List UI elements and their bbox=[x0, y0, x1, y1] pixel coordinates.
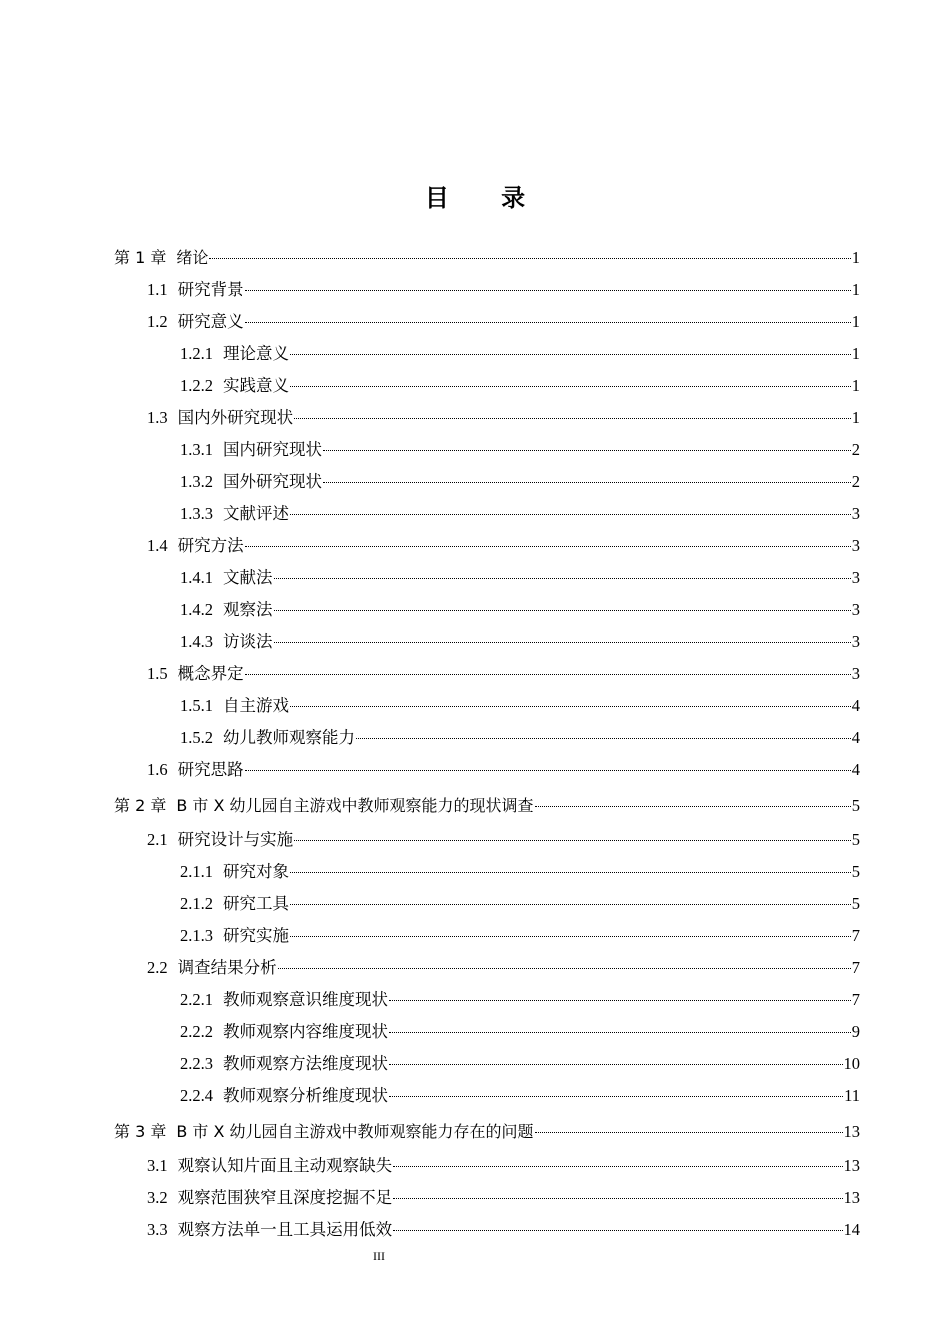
toc-section-entry[interactable] bbox=[114, 690, 860, 722]
toc-entry-title: 研究工具 bbox=[223, 894, 289, 913]
toc-entry-title: 观察方法单一且工具运用低效 bbox=[177, 1220, 393, 1239]
toc-entry-title: 概念界定 bbox=[177, 664, 244, 683]
toc-entry-page: 5 bbox=[851, 894, 860, 913]
toc-dot-leader bbox=[323, 449, 851, 451]
toc-entry-page: 7 bbox=[851, 990, 860, 1009]
toc-dot-leader bbox=[323, 481, 851, 483]
toc-entry-number: 1.4 bbox=[147, 536, 168, 555]
toc-chapter-entry[interactable] bbox=[114, 242, 860, 274]
toc-entry-title: 研究背景 bbox=[177, 280, 244, 299]
toc-dot-leader bbox=[245, 769, 851, 771]
toc-section-entry[interactable] bbox=[114, 530, 860, 562]
toc-dot-leader bbox=[274, 577, 851, 579]
toc-entry-title: 研究对象 bbox=[223, 862, 289, 881]
toc-entry-page: 1 bbox=[851, 312, 860, 331]
toc-entry-title: 国外研究现状 bbox=[223, 472, 322, 491]
toc-dot-leader bbox=[245, 289, 851, 291]
toc-entry-title: 理论意义 bbox=[223, 344, 289, 363]
toc-entry-number: 第 3 章 bbox=[114, 1122, 167, 1141]
toc-entry-title: 研究设计与实施 bbox=[177, 830, 294, 849]
toc-entry-page: 3 bbox=[851, 664, 860, 683]
toc-entry-page: 4 bbox=[851, 728, 860, 747]
toc-entry-page: 4 bbox=[851, 760, 860, 779]
toc-entry-title: 研究意义 bbox=[177, 312, 244, 331]
toc-section-entry[interactable] bbox=[114, 1080, 860, 1112]
toc-entry-number: 1.2 bbox=[147, 312, 168, 331]
toc-section-entry[interactable] bbox=[114, 306, 860, 338]
toc-dot-leader bbox=[389, 1095, 843, 1097]
toc-entry-title: 教师观察内容维度现状 bbox=[223, 1022, 388, 1041]
toc-section-entry[interactable] bbox=[114, 402, 860, 434]
toc-entry-page: 5 bbox=[851, 796, 860, 815]
toc-section-entry[interactable] bbox=[114, 824, 860, 856]
toc-entry-title: 调查结果分析 bbox=[177, 958, 277, 977]
toc-entry-page: 1 bbox=[851, 408, 860, 427]
toc-entry-title: 研究实施 bbox=[223, 926, 289, 945]
toc-entry-title: 幼儿教师观察能力 bbox=[223, 728, 355, 747]
toc-section-entry[interactable] bbox=[114, 498, 860, 530]
toc-entry-number: 1.6 bbox=[147, 760, 168, 779]
toc-dot-leader bbox=[393, 1197, 842, 1199]
toc-entry-number: 1.2.2 bbox=[180, 376, 213, 395]
toc-dot-leader bbox=[245, 673, 851, 675]
toc-entry-title: 访谈法 bbox=[223, 632, 273, 651]
toc-entry-page: 1 bbox=[851, 280, 860, 299]
toc-section-entry[interactable] bbox=[114, 274, 860, 306]
toc-entry-page: 13 bbox=[843, 1156, 860, 1175]
toc-entry-page: 5 bbox=[851, 830, 860, 849]
toc-dot-leader bbox=[294, 839, 851, 841]
toc-dot-leader bbox=[535, 805, 851, 807]
toc-entry-title: 观察范围狭窄且深度挖掘不足 bbox=[177, 1188, 393, 1207]
toc-title: 目 录 bbox=[424, 184, 548, 212]
toc-section-entry[interactable] bbox=[114, 434, 860, 466]
toc-entry-page: 1 bbox=[851, 248, 860, 267]
toc-section-entry[interactable] bbox=[114, 920, 860, 952]
toc-entry-number: 第 2 章 bbox=[114, 796, 167, 815]
toc-entry-title: 国内外研究现状 bbox=[177, 408, 294, 427]
toc-entry-number: 2.2 bbox=[147, 958, 168, 977]
toc-section-entry[interactable] bbox=[114, 626, 860, 658]
toc-entry-number: 1.4.1 bbox=[180, 568, 213, 587]
toc-entry-number: 1.3.2 bbox=[180, 472, 213, 491]
toc-entry-title: B 市 X 幼儿园自主游戏中教师观察能力的现状调查 bbox=[176, 796, 534, 815]
toc-entry-number: 2.2.3 bbox=[180, 1054, 213, 1073]
toc-dot-leader bbox=[535, 1131, 843, 1133]
toc-entry-number: 2.1 bbox=[147, 830, 168, 849]
toc-dot-leader bbox=[274, 609, 851, 611]
toc-entry-number: 1.1 bbox=[147, 280, 168, 299]
toc-entry-number: 1.3.3 bbox=[180, 504, 213, 523]
toc-entry-page: 4 bbox=[851, 696, 860, 715]
toc-dot-leader bbox=[290, 385, 851, 387]
toc-dot-leader bbox=[290, 871, 851, 873]
toc-entry-title: 文献法 bbox=[223, 568, 273, 587]
toc-dot-leader bbox=[389, 1031, 851, 1033]
toc-entry-page: 11 bbox=[844, 1086, 860, 1105]
toc-section-entry[interactable] bbox=[114, 1182, 860, 1214]
toc-entry-title: 观察法 bbox=[223, 600, 273, 619]
toc-dot-leader bbox=[290, 353, 851, 355]
toc-dot-leader bbox=[290, 903, 851, 905]
toc-section-entry[interactable] bbox=[114, 1016, 860, 1048]
toc-dot-leader bbox=[290, 935, 851, 937]
toc-section-entry[interactable] bbox=[114, 594, 860, 626]
toc-chapter-entry[interactable] bbox=[114, 1112, 860, 1150]
toc-dot-leader bbox=[209, 257, 850, 259]
toc-dot-leader bbox=[245, 321, 851, 323]
toc-entry-page: 14 bbox=[843, 1220, 860, 1239]
toc-entry-number: 2.1.3 bbox=[180, 926, 213, 945]
toc-entry-page: 7 bbox=[851, 926, 860, 945]
toc-entry-title: 教师观察意识维度现状 bbox=[223, 990, 388, 1009]
toc-section-entry[interactable] bbox=[114, 952, 860, 984]
toc-section-entry[interactable] bbox=[114, 984, 860, 1016]
toc-section-entry[interactable] bbox=[114, 466, 860, 498]
toc-section-entry[interactable] bbox=[114, 888, 860, 920]
toc-entry-page: 13 bbox=[843, 1122, 860, 1141]
toc-entry-number: 1.3 bbox=[147, 408, 168, 427]
toc-entry-page: 3 bbox=[851, 568, 860, 587]
toc-section-entry[interactable] bbox=[114, 562, 860, 594]
toc-dot-leader bbox=[278, 967, 851, 969]
toc-section-entry[interactable] bbox=[114, 754, 860, 786]
toc-entry-page: 1 bbox=[851, 344, 860, 363]
toc-entry-title: B 市 X 幼儿园自主游戏中教师观察能力存在的问题 bbox=[176, 1122, 534, 1141]
toc-section-entry[interactable] bbox=[114, 370, 860, 402]
toc-dot-leader bbox=[389, 999, 851, 1001]
toc-section-entry[interactable] bbox=[114, 1048, 860, 1080]
toc-entry-page: 3 bbox=[851, 536, 860, 555]
toc-dot-leader bbox=[393, 1165, 842, 1167]
toc-section-entry[interactable] bbox=[114, 658, 860, 690]
toc-section-entry[interactable] bbox=[114, 722, 860, 754]
toc-entry-title: 实践意义 bbox=[223, 376, 289, 395]
toc-entry-number: 2.2.1 bbox=[180, 990, 213, 1009]
toc-entry-page: 13 bbox=[843, 1188, 860, 1207]
toc-entry-number: 第 1 章 bbox=[114, 248, 167, 267]
toc-entry-page: 1 bbox=[851, 376, 860, 395]
toc-entry-page: 2 bbox=[851, 440, 860, 459]
toc-entry-number: 1.4.2 bbox=[180, 600, 213, 619]
toc-entry-page: 3 bbox=[851, 632, 860, 651]
toc-entry-page: 5 bbox=[851, 862, 860, 881]
toc-entry-number: 1.2.1 bbox=[180, 344, 213, 363]
toc-entry-page: 2 bbox=[851, 472, 860, 491]
toc-entry-number: 1.3.1 bbox=[180, 440, 213, 459]
toc-entry-number: 1.4.3 bbox=[180, 632, 213, 651]
toc-entry-number: 1.5 bbox=[147, 664, 168, 683]
footer-page-number: III bbox=[373, 1249, 385, 1263]
toc-entry-title: 文献评述 bbox=[223, 504, 289, 523]
toc-entry-number: 2.1.2 bbox=[180, 894, 213, 913]
toc-list bbox=[114, 242, 860, 1246]
toc-entry-title: 自主游戏 bbox=[223, 696, 289, 715]
toc-entry-number: 2.1.1 bbox=[180, 862, 213, 881]
toc-entry-title: 观察认知片面且主动观察缺失 bbox=[177, 1156, 393, 1175]
toc-section-entry[interactable] bbox=[114, 338, 860, 370]
toc-entry-number: 3.1 bbox=[147, 1156, 168, 1175]
toc-dot-leader bbox=[245, 545, 851, 547]
toc-entry-title: 研究思路 bbox=[177, 760, 244, 779]
toc-entry-page: 3 bbox=[851, 504, 860, 523]
toc-entry-number: 2.2.2 bbox=[180, 1022, 213, 1041]
toc-dot-leader bbox=[274, 641, 851, 643]
toc-entry-title: 研究方法 bbox=[177, 536, 244, 555]
toc-entry-title: 教师观察分析维度现状 bbox=[223, 1086, 388, 1105]
toc-dot-leader bbox=[290, 513, 851, 515]
toc-entry-page: 3 bbox=[851, 600, 860, 619]
toc-dot-leader bbox=[356, 737, 851, 739]
toc-chapter-entry[interactable] bbox=[114, 786, 860, 824]
toc-entry-number: 3.2 bbox=[147, 1188, 168, 1207]
toc-entry-number: 3.3 bbox=[147, 1220, 168, 1239]
toc-dot-leader bbox=[290, 705, 851, 707]
toc-dot-leader bbox=[389, 1063, 843, 1065]
toc-section-entry[interactable] bbox=[114, 1214, 860, 1246]
toc-entry-page: 9 bbox=[851, 1022, 860, 1041]
toc-section-entry[interactable] bbox=[114, 856, 860, 888]
toc-entry-number: 2.2.4 bbox=[180, 1086, 213, 1105]
toc-section-entry[interactable] bbox=[114, 1150, 860, 1182]
toc-entry-number: 1.5.2 bbox=[180, 728, 213, 747]
toc-entry-title: 教师观察方法维度现状 bbox=[223, 1054, 388, 1073]
toc-entry-number: 1.5.1 bbox=[180, 696, 213, 715]
toc-dot-leader bbox=[294, 417, 851, 419]
toc-entry-title: 绪论 bbox=[176, 248, 209, 267]
toc-entry-page: 7 bbox=[851, 958, 860, 977]
toc-entry-page: 10 bbox=[843, 1054, 860, 1073]
toc-dot-leader bbox=[393, 1229, 842, 1231]
toc-entry-title: 国内研究现状 bbox=[223, 440, 322, 459]
